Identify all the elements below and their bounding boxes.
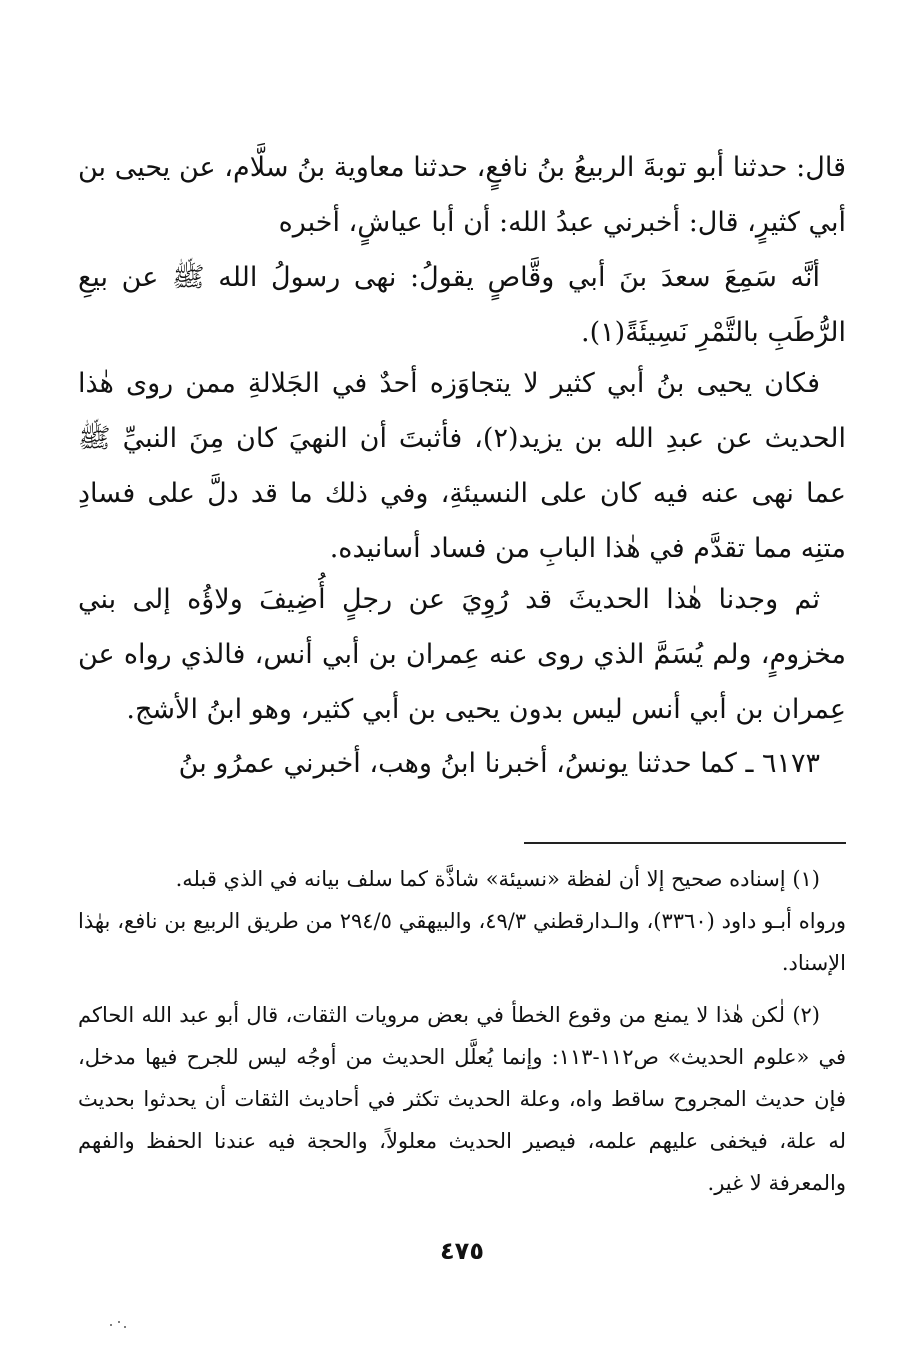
footnote-separator [524, 842, 846, 844]
page-number: ٤٧٥ [440, 1237, 484, 1265]
footnote-2: (٢) لٰكن هٰذا لا يمنع من وقوع الخطأ في بعض مرويات الثقات، قال أبو عبد الله الحاكم في «علوم الحديث» ص١١٢-١١٣: وإنما يُعلَّل الحديث من أوجُه ليس للجرح فيها مدخل، فإن حديث المجروح ساقط واه، وعلة الحديث تكثر في أحاديث الثقات أن يحدثوا بحديث له علة، فيخفى عليهم علمه، فيصير الحديث معلولاً، والحجة فيه عندنا الحفظ والفهم والمعرفة لا غير. [78, 1003, 846, 1195]
paragraph-hadith-6173: ٦١٧٣ ـ كما حدثنا يونسُ، أخبرنا ابنُ وهب، أخبرني عمرُو بنُ [178, 748, 820, 779]
paragraph-commentary-2: ثم وجدنا هٰذا الحديثَ قد رُوِيَ عن رجلٍ أُضِيفَ ولاؤُه إلى بني مخزومٍ، ولم يُسَمَّ الذي روى عنه عِمران بن أبي أنس، فالذي رواه عن عِمران بن أبي أنس ليس بدون يحيى بن أبي كثير، وهو ابنُ الأشج. [78, 584, 846, 725]
scan-specks [108, 1318, 128, 1330]
paragraph-hadith-chain: قال: حدثنا أبو توبةَ الربيعُ بنُ نافعٍ، حدثنا معاوية بنُ سلَّام، عن يحيى بن أبي كثيرٍ، قال: أخبرني عبدُ الله: أن أبا عياشٍ، أخبره [78, 152, 846, 238]
paragraph-commentary-1: فكان يحيى بنُ أبي كثير لا يتجاوَزه أحدٌ في الجَلالةِ ممن روى هٰذا الحديث عن عبدِ الله بن يزيد(٢)، فأثبتَ أن النهيَ كان مِنَ النبيِّ ﷺ عما نهى عنه فيه كان على النسيئةِ، وفي ذلك ما قد دلَّ على فسادِ متنِه مما تقدَّم في هٰذا البابِ من فساد أسانيده. [78, 368, 846, 564]
footnote-1-line-1: (١) إسناده صحيح إلا أن لفظة «نسيئة» شاذَّة كما سلف بيانه في الذي قبله. [175, 867, 820, 891]
paragraph-hadith-text: أنَّه سَمِعَ سعدَ بنَ أبي وقَّاصٍ يقولُ: نهى رسولُ الله ﷺ عن بيعِ الرُّطَبِ بالتَّمْرِ نَسِيئَةً(١). [78, 262, 846, 348]
footnote-1-line-2: ورواه أبـو داود (٣٣٦٠)، والـدارقطني ٤٩/٣، والبيهقي ٢٩٤/٥ من طريق الربيع بن نافع، بهٰذا الإسناد. [78, 909, 847, 975]
